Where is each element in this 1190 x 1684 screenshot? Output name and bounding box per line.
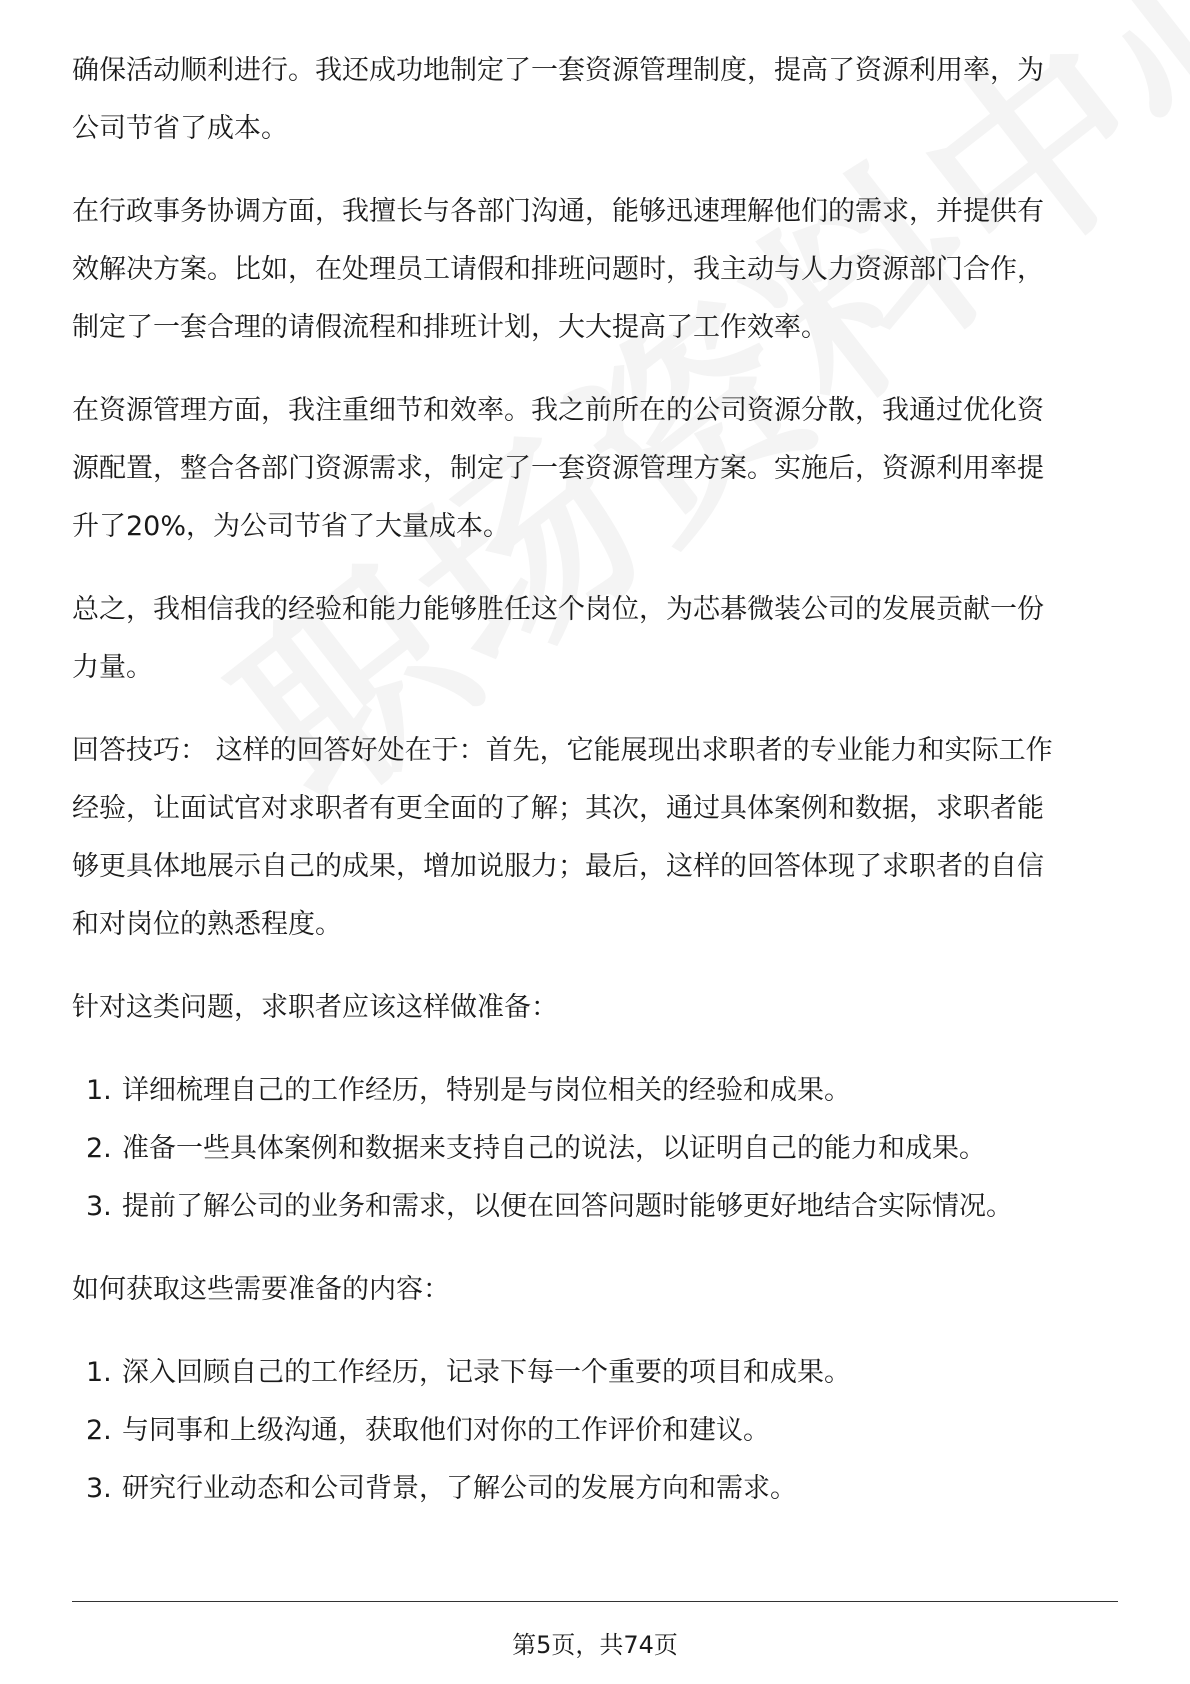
text-line: 制定了一套合理的请假流程和排班计划，大大提高了工作效率。 bbox=[72, 312, 828, 343]
list-text: 深入回顾自己的工作经历，记录下每一个重要的项目和成果。 bbox=[122, 1357, 851, 1388]
list-item bbox=[72, 1178, 1122, 1236]
list-number: 3. bbox=[86, 1473, 112, 1504]
text-line: 经验，让面试官对求职者有更全面的了解；其次，通过具体案例和数据，求职者能 bbox=[72, 793, 1044, 824]
paragraph bbox=[72, 979, 1122, 1037]
list-text: 准备一些具体案例和数据来支持自己的说法，以证明自己的能力和成果。 bbox=[122, 1133, 986, 1164]
section-heading: 如何获取这些需要准备的内容： bbox=[72, 1274, 450, 1305]
text-line: 公司节省了成本。 bbox=[72, 113, 288, 144]
text-line: 效解决方案。比如，在处理员工请假和排班问题时，我主动与人力资源部门合作， bbox=[72, 254, 1044, 285]
list-text: 研究行业动态和公司背景，了解公司的发展方向和需求。 bbox=[122, 1473, 797, 1504]
text-line: 回答技巧： 这样的回答好处在于：首先，它能展现出求职者的专业能力和实际工作 bbox=[72, 735, 1053, 766]
paragraph bbox=[72, 581, 1122, 697]
paragraph bbox=[72, 382, 1122, 556]
document-body bbox=[72, 42, 1122, 1543]
list-number: 2. bbox=[86, 1133, 112, 1164]
list-item bbox=[72, 1062, 1122, 1120]
paragraph bbox=[72, 183, 1122, 357]
text-line: 和对岗位的熟悉程度。 bbox=[72, 909, 342, 940]
text-line: 升了20%，为公司节省了大量成本。 bbox=[72, 511, 511, 542]
paragraph bbox=[72, 722, 1122, 954]
list-number: 2. bbox=[86, 1415, 112, 1446]
paragraph-group bbox=[72, 42, 1122, 1037]
list-item bbox=[72, 1402, 1122, 1460]
acquisition-list bbox=[72, 1344, 1122, 1518]
list-number: 1. bbox=[86, 1357, 112, 1388]
page-number: 第5页，共74页 bbox=[512, 1631, 678, 1659]
list-item bbox=[72, 1120, 1122, 1178]
text-line: 在资源管理方面，我注重细节和效率。我之前所在的公司资源分散，我通过优化资 bbox=[72, 395, 1044, 426]
list-text: 与同事和上级沟通，获取他们对你的工作评价和建议。 bbox=[122, 1415, 770, 1446]
list-text: 提前了解公司的业务和需求，以便在回答问题时能够更好地结合实际情况。 bbox=[122, 1191, 1013, 1222]
list-number: 1. bbox=[86, 1075, 112, 1106]
text-line: 在行政事务协调方面，我擅长与各部门沟通，能够迅速理解他们的需求，并提供有 bbox=[72, 196, 1044, 227]
list-text: 详细梳理自己的工作经历，特别是与岗位相关的经验和成果。 bbox=[122, 1075, 851, 1106]
text-line: 总之，我相信我的经验和能力能够胜任这个岗位，为芯碁微装公司的发展贡献一份 bbox=[72, 594, 1044, 625]
text-line: 力量。 bbox=[72, 652, 153, 683]
list-item bbox=[72, 1460, 1122, 1518]
footer-divider bbox=[72, 1601, 1118, 1602]
text-line: 确保活动顺利进行。我还成功地制定了一套资源管理制度，提高了资源利用率，为 bbox=[72, 55, 1044, 86]
list-item bbox=[72, 1344, 1122, 1402]
list-number: 3. bbox=[86, 1191, 112, 1222]
preparation-list bbox=[72, 1062, 1122, 1236]
paragraph bbox=[72, 42, 1122, 158]
text-line: 针对这类问题，求职者应该这样做准备： bbox=[72, 992, 558, 1023]
text-line: 够更具体地展示自己的成果，增加说服力；最后，这样的回答体现了求职者的自信 bbox=[72, 851, 1044, 882]
text-line: 源配置，整合各部门资源需求，制定了一套资源管理方案。实施后，资源利用率提 bbox=[72, 453, 1044, 484]
